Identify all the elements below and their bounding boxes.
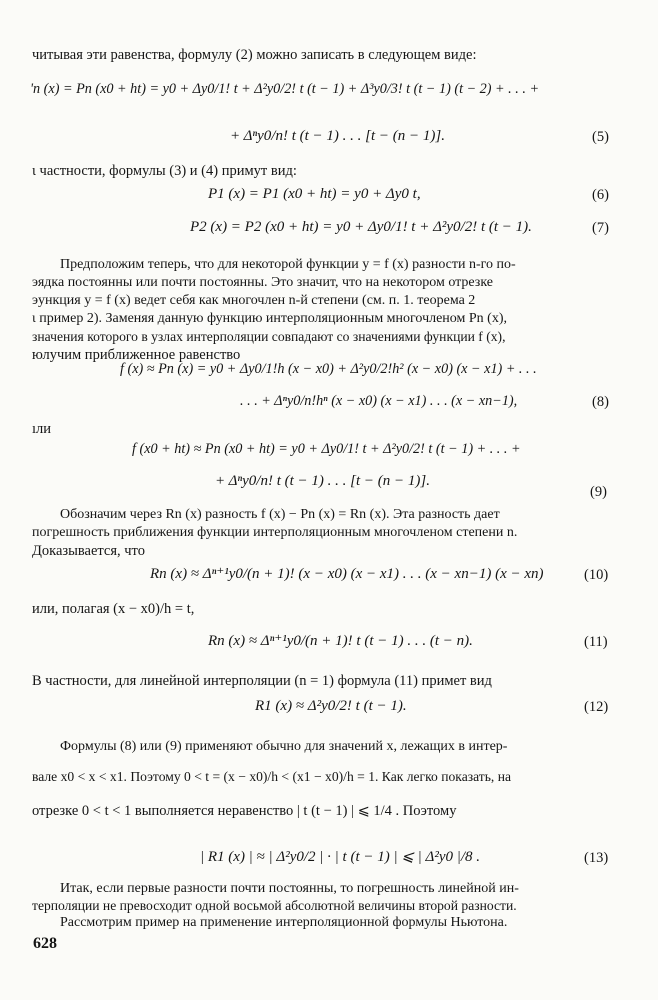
formula-13: | R1 (x) | ≈ | Δ²y0/2 | · | t (t − 1) | ⩽ | Δ²y0 |/8 . <box>200 849 481 865</box>
formula-9-line2: + Δⁿy0/n! t (t − 1) . . . [t − (n − 1)]. <box>215 473 430 489</box>
text-line: эядка постоянны или почти постоянны. Это значит, что на некотором отрезке <box>32 275 494 290</box>
formula-7: P2 (x) = P2 (x0 + ht) = y0 + Δy0/1! t + Δ²y0/2! t (t − 1). <box>190 219 532 235</box>
formula-6-number: (6) <box>592 187 609 203</box>
text-line: ι пример 2). Заменяя данную функцию интерполяционным многочленом Pn (x), <box>32 311 508 326</box>
text-line: значения которого в узлах интерполяции совпадают со значениями функции f (x), <box>32 329 506 344</box>
text-line: Формулы (8) или (9) применяют обычно для значений x, лежащих в интер- <box>60 739 508 754</box>
formula-5-line1: 'n (x) = Pn (x0 + ht) = y0 + Δy0/1! t + Δ²y0/2! t (t − 1) + Δ³y0/3! t (t − 1) (t − 2) + . . . + <box>30 81 540 97</box>
text-line: юлучим приближенное равенство <box>32 347 241 363</box>
formula-10-number: (10) <box>584 567 609 583</box>
text-line: эункция y = f (x) ведет себя как многочлен n-й степени (см. п. 1. теорема 2 <box>32 293 476 308</box>
text-line: или, полагая (x − x0)/h = t, <box>32 601 195 617</box>
intro-line: читывая эти равенства, формулу (2) можно записать в следующем виде: <box>32 47 477 63</box>
text-line: отрезке 0 < t < 1 выполняется неравенство | t (t − 1) | ⩽ 1/4 . Поэтому <box>32 803 457 819</box>
formula-12-number: (12) <box>584 699 609 715</box>
text-line: В частности, для линейной интерполяции (n = 1) формула (11) примет вид <box>32 673 492 689</box>
formula-9-line1: f (x0 + ht) ≈ Pn (x0 + ht) = y0 + Δy0/1! t + Δ²y0/2! t (t − 1) + . . . + <box>132 441 521 457</box>
formula-7-number: (7) <box>592 220 609 236</box>
text-line: ι частности, формулы (3) и (4) примут вид: <box>32 163 297 179</box>
text-line: вале x0 < x < x1. Поэтому 0 < t = (x − x0)/h < (x1 − x0)/h = 1. Как легко показать, на <box>32 769 512 784</box>
formula-5-line2: + Δⁿy0/n! t (t − 1) . . . [t − (n − 1)]. <box>230 128 445 144</box>
text-line: Предположим теперь, что для некоторой функции y = f (x) разности n-го по- <box>60 257 516 272</box>
text-line: погрешность приближения функции интерполяционным многочленом степени n. <box>32 525 518 540</box>
formula-9-number: (9) <box>590 484 607 500</box>
text-line: Доказывается, что <box>32 543 145 559</box>
formula-8-line2: . . . + Δⁿy0/n!hⁿ (x − x0) (x − x1) . . . (x − xn−1), <box>240 393 518 409</box>
formula-12: R1 (x) ≈ Δ²y0/2! t (t − 1). <box>255 698 407 714</box>
formula-11-number: (11) <box>584 634 608 650</box>
formula-8-line1: f (x) ≈ Pn (x) = y0 + Δy0/1!h (x − x0) + Δ²y0/2!h² (x − x0) (x − x1) + . . . <box>120 361 537 377</box>
formula-6: P1 (x) = P1 (x0 + ht) = y0 + Δy0 t, <box>208 186 421 202</box>
formula-11: Rn (x) ≈ Δⁿ⁺¹y0/(n + 1)! t (t − 1) . . . (t − n). <box>208 633 473 649</box>
page-number: 628 <box>33 935 57 952</box>
text-line: ıли <box>32 421 52 437</box>
text-line: Итак, если первые разности почти постоянны, то погрешность линейной ин- <box>60 881 519 896</box>
formula-8-number: (8) <box>592 394 609 410</box>
text-line: Рассмотрим пример на применение интерполяционной формулы Ньютона. <box>60 915 508 930</box>
text-line: терполяции не превосходит одной восьмой абсолютной величины второй разности. <box>32 898 517 913</box>
text-line: Обозначим через Rn (x) разность f (x) − Pn (x) = Rn (x). Эта разность дает <box>60 507 500 522</box>
formula-10: Rn (x) ≈ Δⁿ⁺¹y0/(n + 1)! (x − x0) (x − x1) . . . (x − xn−1) (x − xn) <box>150 566 544 582</box>
formula-13-number: (13) <box>584 850 609 866</box>
formula-5-number: (5) <box>592 129 609 145</box>
